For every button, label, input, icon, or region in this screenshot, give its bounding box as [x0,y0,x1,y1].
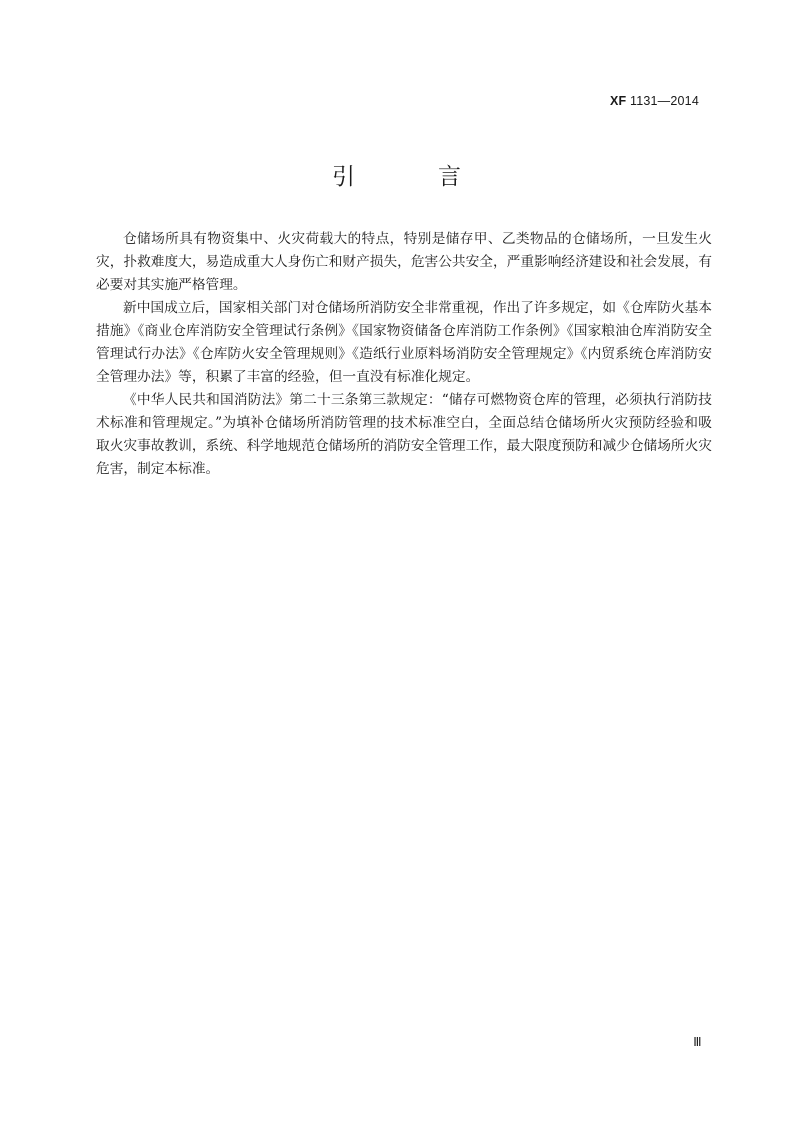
introduction-body [96,228,712,481]
page-title: 引 言 [332,164,491,190]
page-number: Ⅲ [693,1035,701,1049]
paragraph-2: 新中国成立后，国家相关部门对仓储场所消防安全非常重视，作出了许多规定，如《仓库防火基本措施》《商业仓库消防安全管理试行条例》《国家物资储备仓库消防工作条例》《国家粮油仓库消防安全管理试行办法》《仓库防火安全管理规则》《造纸行业原料场消防安全管理规定》《内贸系统仓库消防安全管理办法》等，积累了丰富的经验，但一直没有标准化规定。 [96,300,712,385]
standard-code [610,94,699,108]
paragraph-1: 仓储场所具有物资集中、火灾荷载大的特点，特别是储存甲、乙类物品的仓储场所，一旦发生火灾，扑救难度大，易造成重大人身伤亡和财产损失，危害公共安全，严重影响经济建设和社会发展，有必要对其实施严格管理。 [96,231,712,293]
paragraph-3: 《中华人民共和国消防法》第二十三条第三款规定：“储存可燃物资仓库的管理，必须执行消防技术标准和管理规定。”为填补仓储场所消防管理的技术标准空白，全面总结仓储场所火灾预防经验和吸取火灾事故教训，系统、科学地规范仓储场所的消防安全管理工作，最大限度预防和减少仓储场所火灾危害，制定本标准。 [96,392,712,477]
standard-number: 1131—2014 [630,94,699,108]
standard-prefix: XF [609,94,627,108]
